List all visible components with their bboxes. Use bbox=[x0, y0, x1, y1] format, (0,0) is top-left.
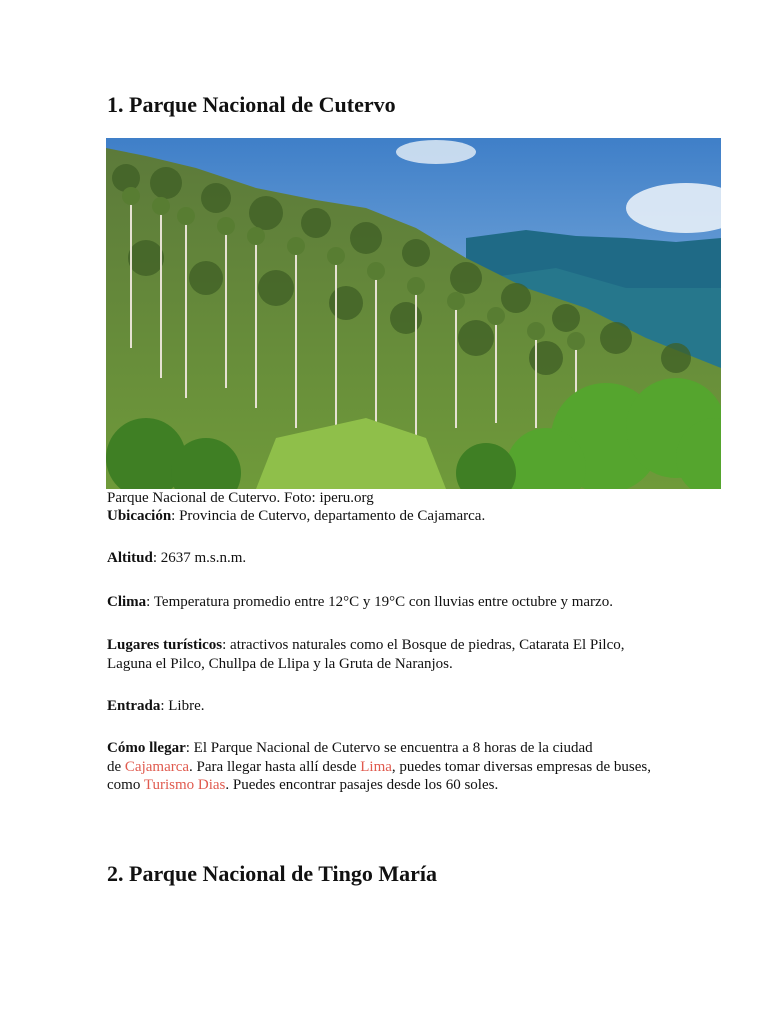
label-clima: Clima bbox=[107, 594, 147, 610]
value-como-llegar-6: . Puedes encontrar pasajes desde los 60 soles. bbox=[225, 777, 499, 793]
label-como-llegar: Cómo llegar bbox=[107, 740, 186, 756]
info-entrada bbox=[107, 697, 707, 716]
label-entrada: Entrada bbox=[107, 698, 161, 714]
value-ubicacion: : Provincia de Cutervo, departamento de Cajamarca. bbox=[171, 508, 486, 524]
label-altitud: Altitud bbox=[107, 550, 153, 566]
section-heading-cutervo: 1. Parque Nacional de Cutervo bbox=[107, 92, 396, 117]
link-lima[interactable]: Lima bbox=[360, 758, 392, 775]
info-altitud bbox=[107, 549, 707, 568]
value-como-llegar-4: , puedes tomar diversas empresas de buses, bbox=[391, 758, 651, 775]
link-turismo-dias[interactable]: Turismo Dias bbox=[143, 777, 226, 793]
link-cajamarca[interactable]: Cajamarca bbox=[124, 758, 190, 775]
value-como-llegar-2: de bbox=[107, 758, 125, 775]
value-entrada: : Libre. bbox=[160, 698, 205, 714]
label-lugares: Lugares turísticos bbox=[107, 637, 223, 653]
park-photo bbox=[106, 138, 721, 489]
info-ubicacion bbox=[107, 507, 707, 526]
value-clima: : Temperatura promedio entre 12°C y 19°C con lluvias entre octubre y marzo. bbox=[146, 594, 613, 610]
value-lugares-2: Laguna el Pilco, Chullpa de Llipa y la Gruta de Naranjos. bbox=[107, 655, 453, 672]
value-como-llegar-3: . Para llegar hasta allí desde bbox=[189, 758, 361, 775]
photo-caption: Parque Nacional de Cutervo. Foto: iperu.org bbox=[107, 490, 374, 506]
info-lugares bbox=[107, 636, 707, 673]
label-ubicacion: Ubicación bbox=[107, 508, 172, 524]
info-como-llegar bbox=[107, 739, 707, 795]
value-como-llegar-1: : El Parque Nacional de Cutervo se encuentra a 8 horas de la ciudad bbox=[185, 740, 593, 756]
info-clima bbox=[107, 593, 707, 612]
value-altitud: : 2637 m.s.n.m. bbox=[152, 550, 247, 566]
section-heading-tingo-maria: 2. Parque Nacional de Tingo María bbox=[107, 861, 438, 886]
value-como-llegar-5: como bbox=[107, 777, 144, 793]
value-lugares-1: : atractivos naturales como el Bosque de piedras, Catarata El Pilco, bbox=[222, 637, 625, 653]
